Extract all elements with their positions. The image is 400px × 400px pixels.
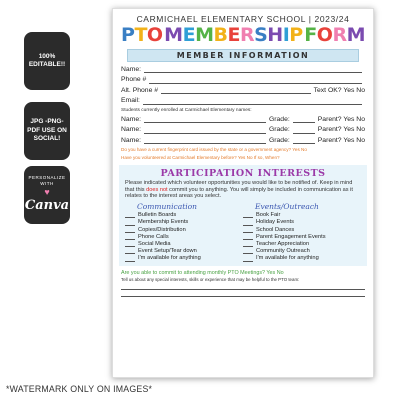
canva-logo: Canva bbox=[24, 198, 70, 214]
title-letter: H bbox=[267, 24, 283, 46]
description-part: commit you to anything. You will simply be included in communication as it relates to the interest areas you select. bbox=[125, 186, 353, 199]
interest-label: Social Media bbox=[138, 241, 171, 248]
answer-line[interactable] bbox=[121, 283, 365, 290]
volunteer-question: Have you volunteered at Carmichael Elementary before? Yes No If so, When? bbox=[121, 155, 280, 161]
phone-field[interactable] bbox=[149, 83, 362, 84]
text-ok-option[interactable]: Text OK? Yes No bbox=[313, 86, 365, 94]
student-row bbox=[121, 115, 365, 126]
interest-item bbox=[125, 234, 243, 241]
interest-item bbox=[243, 212, 361, 219]
title-letter: M bbox=[164, 24, 183, 46]
communication-column bbox=[125, 202, 243, 262]
interest-item bbox=[243, 255, 361, 262]
answer-line[interactable] bbox=[121, 290, 365, 297]
student-name-label: Name: bbox=[121, 115, 142, 123]
name-label: Name: bbox=[121, 65, 142, 73]
students-label: Students currently enrolled at Carmichael Elementary names: bbox=[121, 107, 252, 113]
title-letter: T bbox=[134, 24, 147, 46]
title-letter: R bbox=[332, 24, 347, 46]
events-column bbox=[243, 202, 361, 262]
interest-item bbox=[243, 234, 361, 241]
student-name-field[interactable] bbox=[144, 143, 266, 144]
alt-phone-row bbox=[121, 86, 365, 97]
participation-section bbox=[119, 165, 367, 265]
formats-badge bbox=[24, 102, 70, 160]
title-letter: R bbox=[239, 24, 255, 46]
parent-option[interactable]: Parent? Yes No bbox=[317, 126, 365, 134]
participation-description bbox=[125, 180, 361, 199]
interest-item bbox=[243, 241, 361, 248]
title-letter: S bbox=[254, 24, 268, 46]
student-name-field[interactable] bbox=[144, 133, 266, 134]
interest-checkbox-line[interactable] bbox=[125, 225, 135, 226]
school-header: CARMICHAEL ELEMENTARY SCHOOL | 2023/24 bbox=[136, 14, 350, 24]
phone-row bbox=[121, 75, 365, 86]
alt-phone-label: Alt. Phone # bbox=[121, 86, 159, 94]
interest-checkbox-line[interactable] bbox=[125, 246, 135, 247]
interest-label: School Dances bbox=[256, 226, 295, 233]
interest-item bbox=[125, 255, 243, 262]
canva-badge bbox=[24, 166, 70, 224]
communication-heading: Communication bbox=[137, 202, 197, 212]
parent-option[interactable]: Parent? Yes No bbox=[317, 136, 365, 144]
interest-checkbox-line[interactable] bbox=[243, 253, 253, 254]
title-letter: B bbox=[213, 24, 228, 46]
events-heading: Events/Outreach bbox=[255, 202, 319, 212]
email-row bbox=[121, 96, 365, 107]
interest-item bbox=[243, 248, 361, 255]
title-letter: P bbox=[121, 24, 135, 46]
formats-badge-text: JPG -PNG-PDF USE ON SOCIAL! bbox=[27, 118, 67, 143]
grade-label: Grade: bbox=[268, 136, 290, 144]
participation-title: PARTICIPATION INTERESTS bbox=[160, 168, 326, 180]
student-row bbox=[121, 136, 365, 147]
interest-label: Event Setup/Tear down bbox=[138, 248, 197, 255]
description-emphasis: does not bbox=[146, 186, 168, 193]
student-name-label: Name: bbox=[121, 136, 142, 144]
interest-checkbox-line[interactable] bbox=[243, 261, 253, 262]
grade-field[interactable] bbox=[293, 122, 315, 123]
title-letter: E bbox=[227, 24, 240, 46]
interest-item bbox=[125, 248, 243, 255]
form-title bbox=[121, 25, 365, 47]
grade-field[interactable] bbox=[293, 133, 315, 134]
interest-item bbox=[125, 241, 243, 248]
interest-label: Book Fair bbox=[256, 212, 281, 219]
title-letter: O bbox=[146, 24, 163, 46]
interest-item bbox=[243, 219, 361, 226]
student-row bbox=[121, 125, 365, 136]
interest-checkbox-line[interactable] bbox=[243, 225, 253, 226]
fingerprint-question: Do you have a current fingerprint card issued by the state or a government agency? Yes No bbox=[121, 147, 307, 153]
interest-item bbox=[125, 212, 243, 219]
title-letter: O bbox=[316, 24, 333, 46]
interest-item bbox=[243, 227, 361, 234]
interest-item bbox=[125, 219, 243, 226]
email-field[interactable] bbox=[143, 104, 362, 105]
title-letter: I bbox=[282, 24, 290, 46]
meetings-question: Are you able to commit to attending monthly PTO Meetings? Yes No bbox=[121, 269, 284, 276]
title-letter: E bbox=[182, 24, 196, 46]
grade-label: Grade: bbox=[268, 115, 290, 123]
interest-label: Bulletin Boards bbox=[138, 212, 177, 219]
interest-item bbox=[125, 227, 243, 234]
student-name-field[interactable] bbox=[144, 122, 266, 123]
interest-checkbox-line[interactable] bbox=[243, 239, 253, 240]
interest-checkbox-line[interactable] bbox=[125, 261, 135, 262]
parent-option[interactable]: Parent? Yes No bbox=[317, 115, 365, 123]
title-letter: P bbox=[289, 24, 303, 46]
title-letter: M bbox=[346, 24, 365, 46]
interest-checkbox-line[interactable] bbox=[243, 232, 253, 233]
grade-field[interactable] bbox=[293, 143, 315, 144]
interest-label: Parent Engagement Events bbox=[256, 233, 326, 240]
interest-label: Teacher Appreciation bbox=[256, 241, 310, 248]
editable-badge-text: 100% EDITABLE!! bbox=[28, 52, 66, 68]
interest-label: Community Outreach bbox=[256, 248, 310, 255]
name-row bbox=[121, 65, 365, 76]
interest-checkbox-line[interactable] bbox=[125, 253, 135, 254]
interest-label: Phone Calls bbox=[138, 233, 169, 240]
description-part: Please indicated which volunteer opportunities you would like to be notified of. Keep in mind that this bbox=[125, 180, 353, 193]
title-letter: F bbox=[304, 24, 317, 46]
interest-checkbox-line[interactable] bbox=[243, 217, 253, 218]
email-label: Email: bbox=[121, 97, 140, 105]
interest-checkbox-line[interactable] bbox=[243, 246, 253, 247]
special-interests-prompt: Tell us about any special interests, skills or experience that may be helpful to the PTO team: bbox=[121, 276, 300, 282]
canva-badge-top-text: PERSONALIZE WITH bbox=[28, 174, 66, 186]
member-info-heading: MEMBER INFORMATION bbox=[127, 49, 359, 62]
grade-label: Grade: bbox=[268, 126, 290, 134]
interest-label: I'm available for anything bbox=[256, 255, 319, 262]
interest-checkbox-line[interactable] bbox=[125, 239, 135, 240]
phone-label: Phone # bbox=[121, 76, 147, 84]
student-name-label: Name: bbox=[121, 126, 142, 134]
interest-checkbox-line[interactable] bbox=[125, 217, 135, 218]
interest-label: Membership Events bbox=[138, 219, 189, 226]
editable-badge bbox=[24, 32, 70, 90]
interest-label: I'm available for anything bbox=[138, 255, 201, 262]
interest-label: Copies/Distribution bbox=[138, 226, 186, 233]
heart-icon: ♥ bbox=[44, 187, 50, 198]
watermark-note: *WATERMARK ONLY ON IMAGES* bbox=[6, 384, 153, 394]
interest-label: Holiday Events bbox=[256, 219, 294, 226]
form-sheet bbox=[112, 8, 374, 378]
alt-phone-field[interactable] bbox=[161, 93, 311, 94]
interest-checkbox-line[interactable] bbox=[125, 232, 135, 233]
name-field[interactable] bbox=[144, 72, 362, 73]
title-letter: M bbox=[195, 24, 214, 46]
